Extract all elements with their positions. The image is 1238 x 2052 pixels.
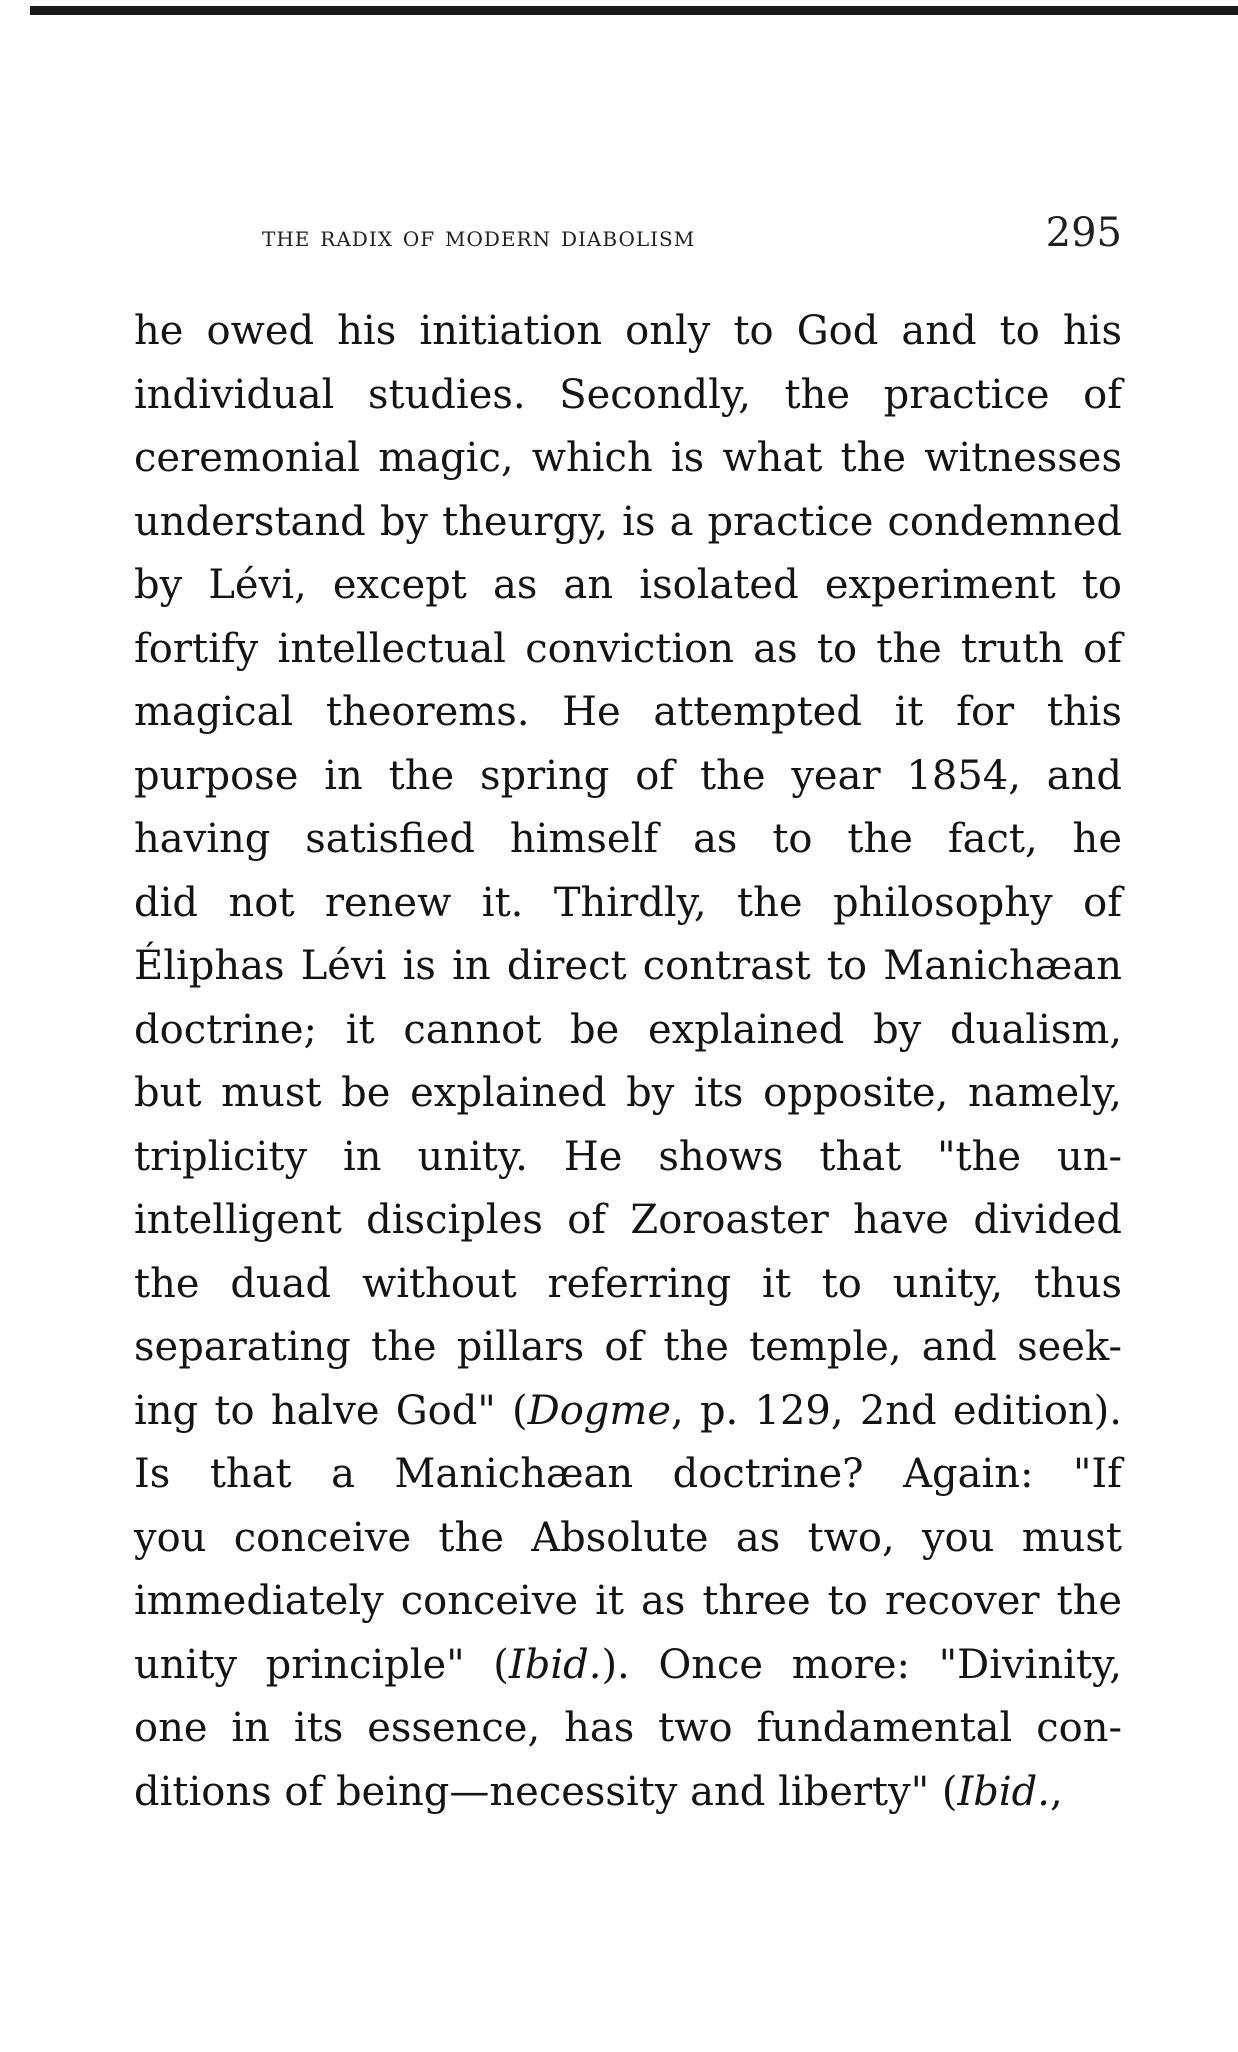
text-segment: triplicity in unity. He shows that "the un- (134, 1133, 1122, 1180)
text-line (134, 1062, 1122, 1126)
text-line (134, 1507, 1122, 1571)
top-border-rule (30, 6, 1238, 15)
text-segment: did not renew it. Thirdly, the philosophy of (134, 879, 1122, 926)
text-line (134, 1253, 1122, 1317)
text-segment: ing to halve God" ( (134, 1387, 528, 1434)
text-line (134, 872, 1122, 936)
text-segment: Éliphas Lévi is in direct contrast to Manichæan (134, 943, 1122, 989)
body-text (134, 300, 1122, 1824)
text-segment: , (1049, 1768, 1063, 1815)
text-segment: but must be explained by its opposite, namely, (134, 1070, 1122, 1116)
text-segment: magical theorems. He attempted it for this (134, 689, 1122, 735)
page-header (262, 206, 1122, 266)
text-line (134, 618, 1122, 682)
text-line (134, 300, 1122, 364)
text-line (134, 1634, 1122, 1698)
italic-citation: Ibid. (957, 1768, 1050, 1815)
text-segment: doctrine; it cannot be explained by dualism, (134, 1006, 1122, 1053)
text-line (134, 1380, 1122, 1444)
italic-citation: Dogme (527, 1387, 671, 1434)
text-line (134, 427, 1122, 491)
text-line (134, 1761, 1122, 1825)
text-segment: intelligent disciples of Zoroaster have divided (134, 1197, 1122, 1243)
text-line (134, 681, 1122, 745)
text-segment: immediately conceive it as three to recover the (134, 1578, 1122, 1624)
text-segment: separating the pillars of the temple, and seek- (134, 1324, 1122, 1370)
italic-citation: Ibid. (508, 1641, 602, 1688)
text-segment: ). Once more: "Divinity, (601, 1641, 1122, 1688)
text-line (134, 491, 1122, 555)
text-segment: ditions of being—necessity and liberty" ( (134, 1768, 958, 1815)
text-segment: individual studies. Secondly, the practice of (134, 371, 1122, 418)
text-line (134, 364, 1122, 428)
text-segment: having satisfied himself as to the fact, he (134, 816, 1122, 862)
text-line (134, 935, 1122, 999)
text-segment: one in its essence, has two fundamental con- (134, 1705, 1122, 1751)
text-line (134, 1189, 1122, 1253)
text-line (134, 1443, 1122, 1507)
text-segment: the duad without referring it to unity, thus (134, 1260, 1122, 1307)
text-segment: understand by theurgy, is a practice condemned (134, 498, 1122, 545)
text-segment: fortify intellectual conviction as to the truth of (134, 625, 1122, 672)
text-segment: Is that a Manichæan doctrine? Again: "If (134, 1451, 1122, 1497)
running-head: the radix of modern diabolism (262, 220, 696, 253)
text-line (134, 745, 1122, 809)
page-number: 295 (1045, 210, 1122, 256)
text-line (134, 808, 1122, 872)
text-line (134, 1316, 1122, 1380)
text-line (134, 1697, 1122, 1761)
text-segment: , p. 129, 2nd edition). (670, 1387, 1122, 1434)
text-segment: he owed his initiation only to God and to his (134, 308, 1122, 354)
text-line (134, 999, 1122, 1063)
text-segment: you conceive the Absolute as two, you must (134, 1514, 1122, 1561)
text-segment: ceremonial magic, which is what the witnesses (134, 435, 1122, 481)
text-line (134, 1570, 1122, 1634)
text-segment: by Lévi, except as an isolated experiment to (134, 562, 1122, 608)
text-segment: purpose in the spring of the year 1854, and (134, 752, 1122, 799)
text-line (134, 1126, 1122, 1190)
text-segment: unity principle" ( (134, 1641, 509, 1688)
text-line (134, 554, 1122, 618)
